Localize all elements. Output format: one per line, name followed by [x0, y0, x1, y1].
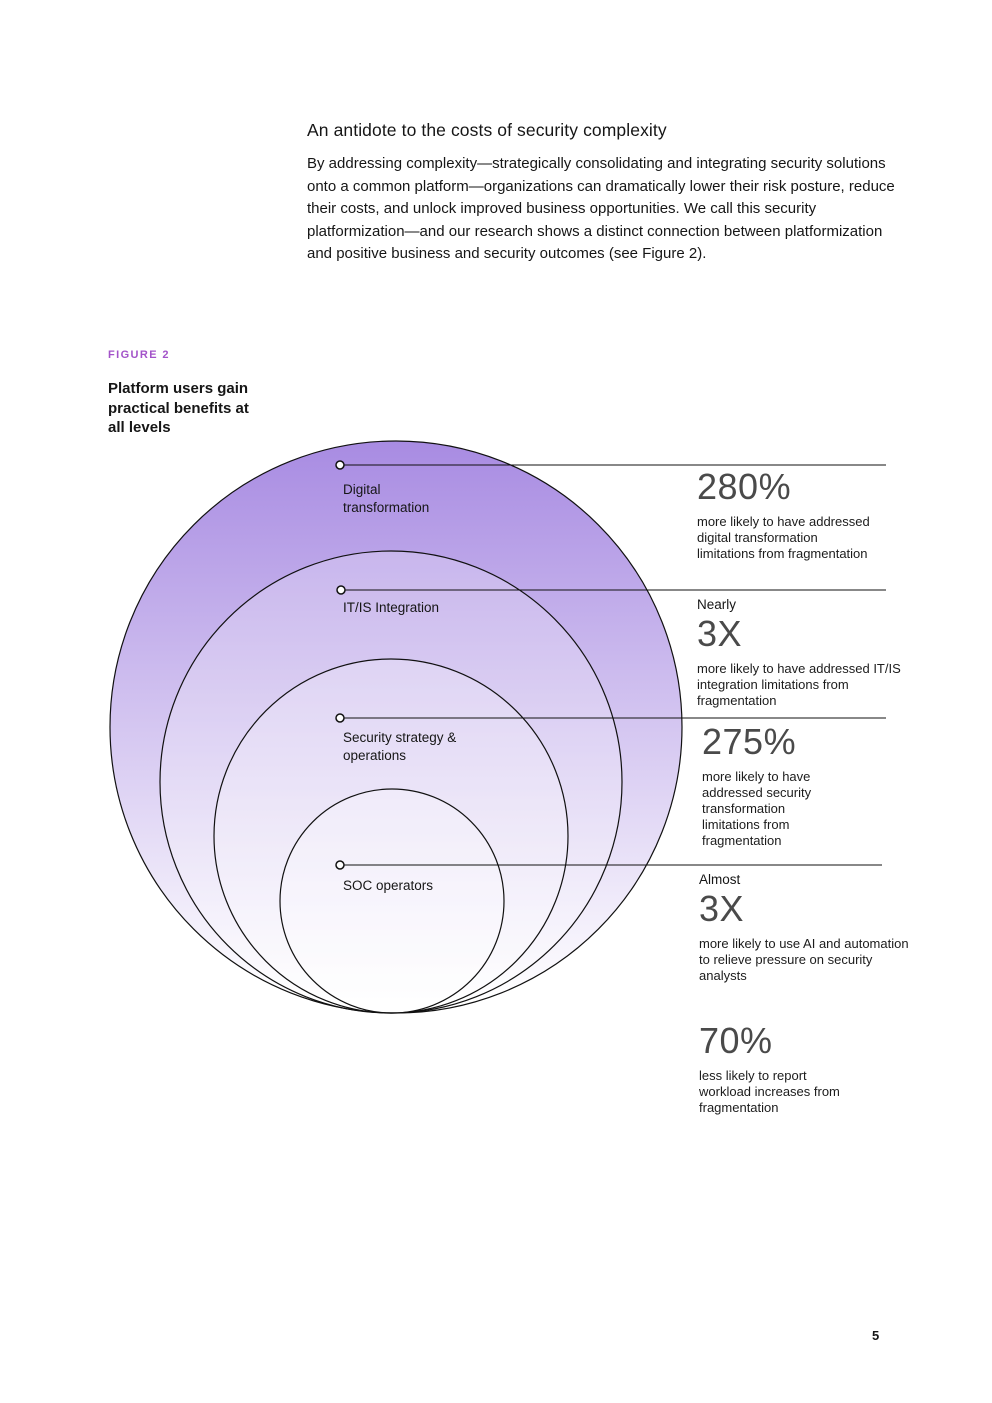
ring-label-digital-transformation: Digital transformation: [343, 482, 430, 515]
figure-label: FIGURE 2: [108, 349, 170, 361]
stat-prefix: Almost: [699, 872, 741, 887]
ring-soc-operators: [280, 789, 504, 1013]
stat-value: 3X: [697, 613, 743, 654]
stat-itis-integration: [697, 596, 907, 709]
stat-value: 280%: [697, 466, 792, 507]
ring-marker-security: [336, 714, 344, 722]
stat-digital-transformation: [697, 467, 871, 562]
body-paragraph: By addressing complexity—strategically consolidating and integrating security solutions onto a common platform—organizations can dramatically lower their risk posture, reduce their costs, and unlock improved business opportunities. We call this security platformization—and our research shows a distinct connection between platformization and positive business and security outcomes (see Figure 2).: [307, 155, 895, 262]
stat-value: 275%: [702, 721, 797, 762]
stat-value: 70%: [699, 1020, 773, 1061]
section-heading: An antidote to the costs of security complexity: [307, 120, 667, 140]
stat-description: more likely to use AI and automation to relieve pressure on security analysts: [699, 936, 909, 983]
ring-marker-soc: [336, 861, 344, 869]
page-number: 5: [872, 1328, 880, 1343]
stat-security-strategy: [702, 722, 834, 849]
stat-value: 3X: [699, 888, 745, 929]
ring-label-soc-operators: SOC operators: [343, 878, 434, 893]
stat-soc-ai-automation: [699, 871, 911, 984]
stat-prefix: Nearly: [697, 597, 737, 612]
figure-title: Platform users gain practical benefits at all levels: [108, 380, 249, 436]
stat-description: less likely to report workload increases from fragmentation: [699, 1068, 840, 1115]
stat-description: more likely to have addressed security transformation limitations from fragmentation: [702, 769, 812, 848]
ring-marker-digital: [336, 461, 344, 469]
ring-label-security-strategy: Security strategy & operations: [343, 730, 457, 763]
stat-workload: [699, 1021, 859, 1116]
ring-marker-itis: [337, 586, 345, 594]
ring-label-itis-integration: IT/IS Integration: [343, 600, 440, 615]
stat-description: more likely to have addressed digital transformation limitations from fragmentation: [697, 514, 870, 561]
stat-description: more likely to have addressed IT/IS integration limitations from fragmentation: [697, 661, 901, 708]
